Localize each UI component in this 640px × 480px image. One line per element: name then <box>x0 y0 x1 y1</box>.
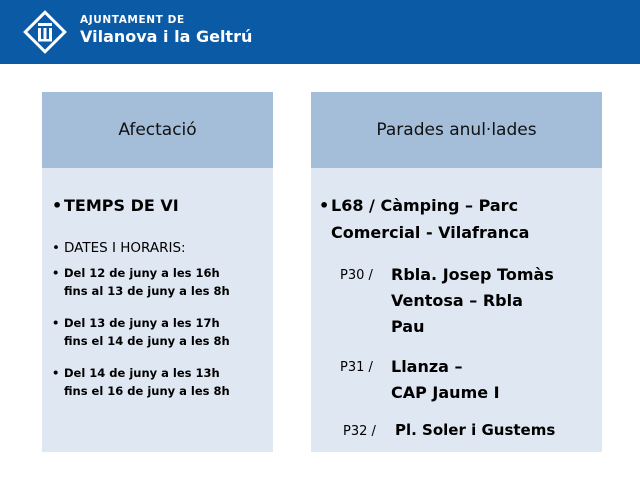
bullet-icon: • <box>52 366 60 380</box>
stop-name: Pl. Soler i Gustems <box>395 421 556 439</box>
dates-heading: DATES I HORARIS: <box>64 240 186 256</box>
dates-heading-item <box>52 240 186 256</box>
date-range-item <box>52 264 230 300</box>
parades-title: Parades anul·lades <box>311 92 602 168</box>
date-range-item <box>52 314 230 350</box>
stop-name: Llanza – CAP Jaume I <box>391 357 500 402</box>
afectacio-title: Afectació <box>42 92 273 168</box>
date-range-line: fins al 13 de juny a les 8h <box>64 284 230 298</box>
org-label: AJUNTAMENT DE <box>80 14 185 26</box>
parades-panel <box>311 92 602 452</box>
date-range-line: Del 12 de juny a les 16h <box>64 266 220 280</box>
date-range-line: fins el 16 de juny a les 8h <box>64 384 230 398</box>
event-name: TEMPS DE VI <box>64 196 179 215</box>
date-range-line: Del 13 de juny a les 17h <box>64 316 220 330</box>
org-name: Vilanova i la Geltrú <box>80 27 253 46</box>
stop-code: P32 / <box>343 424 376 439</box>
date-range-item <box>52 364 230 400</box>
stop-name: Rbla. Josep Tomàs Ventosa – Rbla Pau <box>391 265 554 336</box>
bullet-icon: • <box>52 316 60 330</box>
header-bar <box>0 0 640 64</box>
bus-line-item <box>319 192 529 246</box>
bullet-icon: • <box>52 196 63 215</box>
stop-code: P30 / <box>340 268 373 283</box>
date-range-line: fins el 14 de juny a les 8h <box>64 334 230 348</box>
bullet-icon: • <box>52 240 60 256</box>
bullet-icon: • <box>52 266 60 280</box>
municipal-shield-icon <box>22 9 68 55</box>
afectacio-panel <box>42 92 273 452</box>
bus-line-text: Comercial - Vilafranca <box>331 223 530 242</box>
stop-code: P31 / <box>340 360 373 375</box>
date-range-line: Del 14 de juny a les 13h <box>64 366 220 380</box>
event-item <box>52 196 179 215</box>
bus-line-text: L68 / Càmping – Parc <box>331 196 519 215</box>
bullet-icon: • <box>319 196 330 215</box>
